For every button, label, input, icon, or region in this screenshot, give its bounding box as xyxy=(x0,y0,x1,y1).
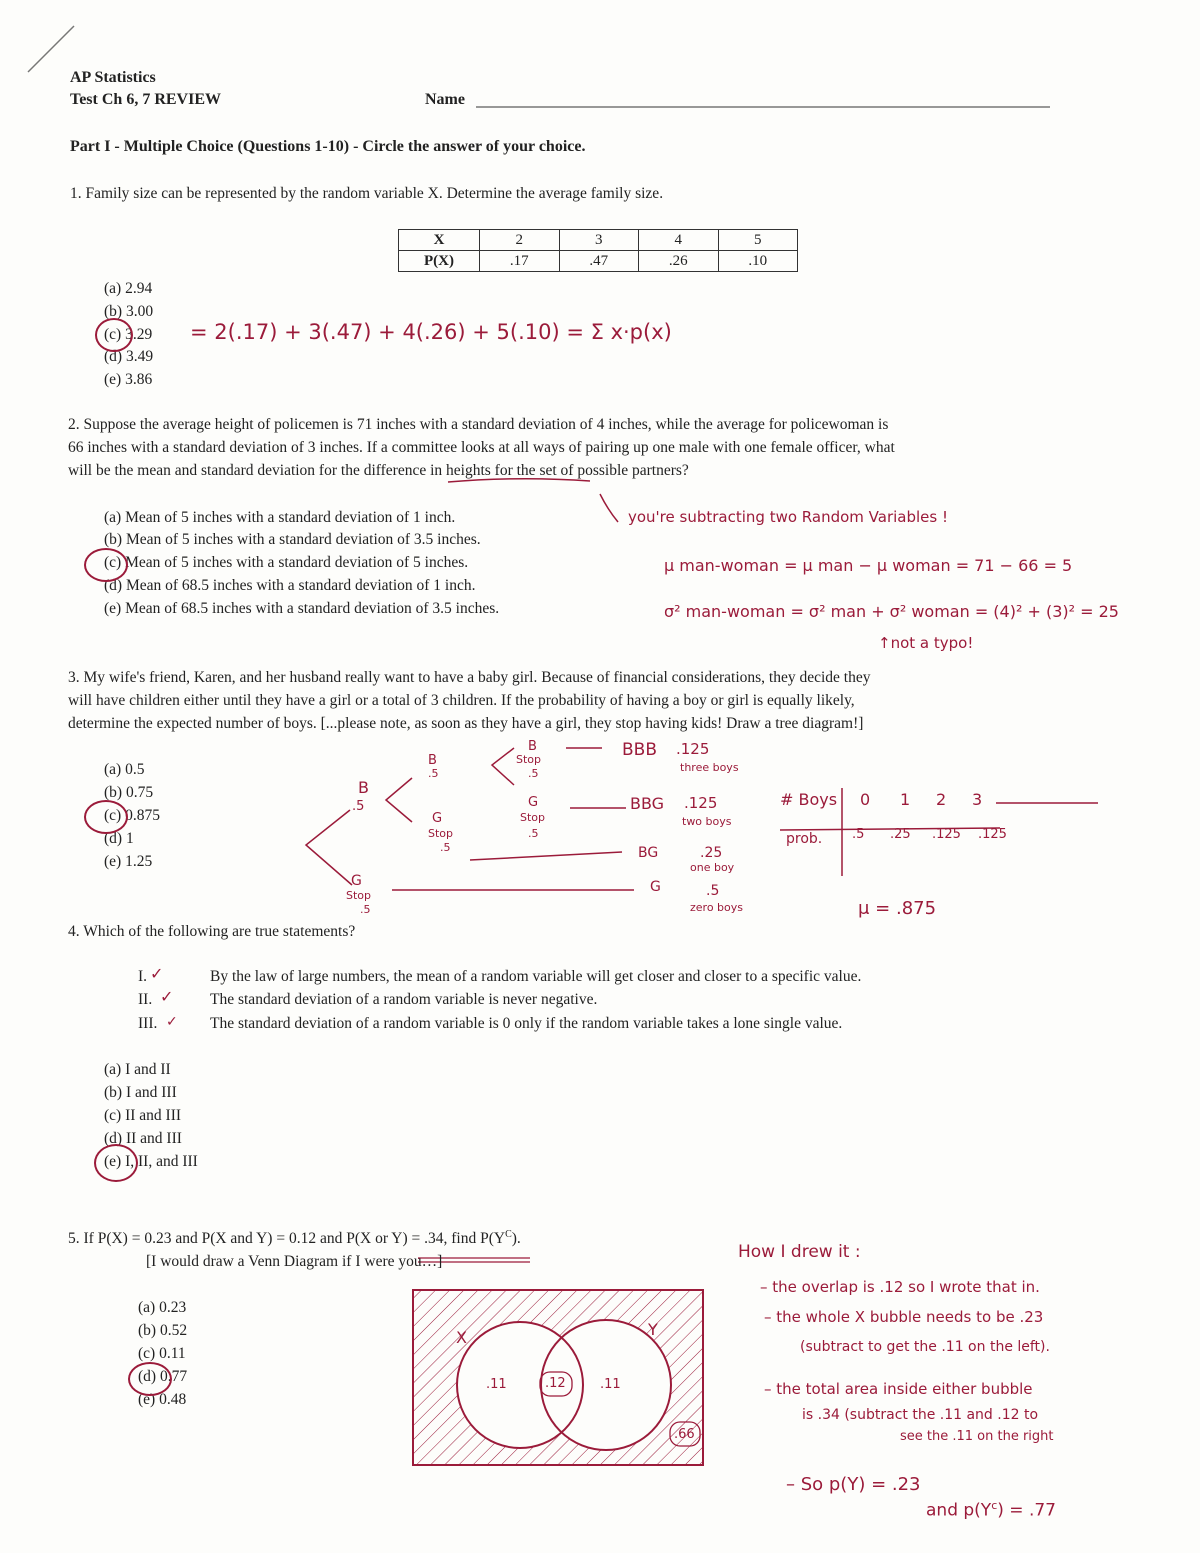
q2-hand-mean: μ man-woman = μ man − μ woman = 71 − 66 = 5 xyxy=(664,556,1073,575)
q5-hand-line-5: is .34 (subtract the .11 and .12 to xyxy=(802,1407,1039,1423)
q1-choice-c[interactable]: (c) 3.29 xyxy=(104,326,153,343)
q3-choice-d[interactable]: (d) 1 xyxy=(104,830,134,847)
check-icon: ✓ xyxy=(166,1014,178,1030)
venn-label-y: Y xyxy=(648,1320,658,1339)
q1-choice-d[interactable]: (d) 3.49 xyxy=(104,348,154,365)
q4-choice-a[interactable]: (a) I and II xyxy=(104,1061,171,1078)
outcome-bg: BG xyxy=(638,845,659,861)
table-row: X 2 3 4 5 xyxy=(399,230,798,251)
q1-choice-b[interactable]: (b) 3.00 xyxy=(104,303,154,320)
q4-statement-2: The standard deviation of a random variable is never negative. xyxy=(210,991,598,1008)
outcome-g-prob: .5 xyxy=(706,883,720,899)
q5-hand-line-6: see the .11 on the right xyxy=(900,1429,1054,1444)
q2-text-2: 66 inches with a standard deviation of 3 inches. If a committee looks at all ways of pairing up one male with one female officer, what xyxy=(68,439,895,456)
venn-left-value: .11 xyxy=(486,1377,507,1392)
dist-prob-2: .125 xyxy=(932,827,961,842)
outcome-bg-note: one boy xyxy=(690,861,735,874)
q5-choice-b[interactable]: (b) 0.52 xyxy=(138,1322,188,1339)
q4-statement-2-num: II. xyxy=(138,991,153,1008)
venn-right-value: .11 xyxy=(600,1377,621,1392)
table-row: P(X) .17 .47 .26 .10 xyxy=(399,251,798,272)
q2-text-3: will be the mean and standard deviation for the difference in heights for the set of possible partners? xyxy=(68,462,689,479)
q5-hand-line-8: and $p(Y^c) = .77$ xyxy=(926,1499,1056,1521)
q1-choice-e[interactable]: (e) 3.86 xyxy=(104,371,153,388)
q4-answer-circle xyxy=(94,1144,138,1182)
dist-boys-label: # Boys xyxy=(780,790,838,809)
q4-statement-1-num: I. xyxy=(138,968,148,985)
venn-overlap-value: .12 xyxy=(545,1376,566,1391)
tree-b3-prob: .5 xyxy=(528,767,539,780)
dist-boys-2: 2 xyxy=(936,790,947,809)
q5-answer-circle xyxy=(128,1362,172,1396)
dist-boys-0: 0 xyxy=(860,790,871,809)
outcome-bbg-prob: .125 xyxy=(684,794,718,812)
q4-statement-3-num: III. xyxy=(138,1015,158,1032)
tree-b2: B xyxy=(428,753,437,768)
q2-choice-a[interactable]: (a) Mean of 5 inches with a standard deviation of 1 inch. xyxy=(104,509,456,526)
q3-text-3: determine the expected number of boys. [...please note, as soon as they have a girl, they stop having kids! Draw a tree diagram!] xyxy=(68,715,864,732)
q3-choice-c[interactable]: (c) 0.875 xyxy=(104,807,160,824)
tree-b1: B xyxy=(358,778,369,797)
q5-hand-line-2: – the whole X bubble needs to be .23 xyxy=(764,1308,1044,1326)
q3-choice-a[interactable]: (a) 0.5 xyxy=(104,761,145,778)
tree-g2: G xyxy=(432,811,443,826)
tree-b1-prob: .5 xyxy=(352,799,365,814)
q1-hand-work: = 2(.17) + 3(.47) + 4(.26) + 5(.10) = Σ x·p(x) xyxy=(190,320,672,344)
tree-g3-stop: Stop xyxy=(520,811,546,824)
outcome-bbg: BBG xyxy=(630,794,665,813)
outcome-bbb: BBB xyxy=(622,740,657,760)
q2-choice-c[interactable]: (c) Mean of 5 inches with a standard deviation of 5 inches. xyxy=(104,554,469,571)
outcome-g: G xyxy=(650,879,661,895)
q4-text: 4. Which of the following are true statements? xyxy=(68,923,356,940)
q3-answer-circle xyxy=(84,800,128,834)
q2-text-1: 2. Suppose the average height of policemen is 71 inches with a standard deviation of 4 inches, while the average for policewoman is xyxy=(68,416,889,433)
q4-choice-c[interactable]: (c) II and III xyxy=(104,1107,182,1124)
tree-b3-stop: Stop xyxy=(516,753,542,766)
check-icon: ✓ xyxy=(150,964,164,983)
dist-prob-label: prob. xyxy=(786,831,823,847)
venn-label-x: X xyxy=(456,1328,467,1347)
q2-choice-b[interactable]: (b) Mean of 5 inches with a standard deviation of 3.5 inches. xyxy=(104,531,481,548)
q4-choice-e[interactable]: (e) I, II, and III xyxy=(104,1153,198,1170)
q5-choice-c[interactable]: (c) 0.11 xyxy=(138,1345,186,1362)
tree-g3: G xyxy=(528,795,539,810)
q5-hand-line-1: – the overlap is .12 so I wrote that in. xyxy=(760,1278,1040,1296)
q2-choice-e[interactable]: (e) Mean of 68.5 inches with a standard deviation of 3.5 inches. xyxy=(104,600,500,617)
q2-hand-variance: σ² man-woman = σ² man + σ² woman = (4)² + (3)² = 25 xyxy=(664,602,1119,621)
tree-g1-prob: .5 xyxy=(360,903,371,916)
q1-choice-a[interactable]: (a) 2.94 xyxy=(104,280,153,297)
outcome-bbb-note: three boys xyxy=(680,761,739,774)
q5-hand-line-7: – So p(Y) = .23 xyxy=(786,1474,921,1495)
q2-hand-typo-note: ↑not a typo! xyxy=(878,634,974,652)
outcome-bbg-note: two boys xyxy=(682,815,732,828)
q4-statement-3: The standard deviation of a random variable is 0 only if the random variable takes a lone single value. xyxy=(210,1015,843,1032)
q1-text: 1. Family size can be represented by the random variable X. Determine the average family size. xyxy=(70,185,664,202)
q4-statement-1: By the law of large numbers, the mean of a random variable will get closer and closer to a specific value. xyxy=(210,968,862,985)
tree-b3: B xyxy=(528,739,537,754)
q5-hand-line-3: (subtract to get the .11 on the left). xyxy=(800,1339,1050,1355)
dist-prob-0: .5 xyxy=(852,827,865,842)
q3-choice-e[interactable]: (e) 1.25 xyxy=(104,853,153,870)
tree-g2-prob: .5 xyxy=(440,841,451,854)
q4-choice-b[interactable]: (b) I and III xyxy=(104,1084,177,1101)
part1-heading: Part I - Multiple Choice (Questions 1-10) - Circle the answer of your choice. xyxy=(70,138,586,155)
q3-text-2: will have children either until they have a girl or a total of 3 children. If the probability of having a boy or girl is equally likely, xyxy=(68,692,855,709)
outcome-g-note: zero boys xyxy=(690,901,744,914)
q5-hand-title: How I drew it : xyxy=(738,1242,861,1262)
venn-outside-value: .66 xyxy=(674,1427,695,1442)
q5-text-1: 5. If P(X) = 0.23 and P(X and Y) = 0.12 and P(X or Y) = .34, find $P(Y^C)$. xyxy=(68,1229,521,1248)
tree-b2-prob: .5 xyxy=(428,767,439,780)
test-title: Test Ch 6, 7 REVIEW xyxy=(70,91,221,108)
q5-choice-a[interactable]: (a) 0.23 xyxy=(138,1299,187,1316)
q1-probability-table xyxy=(398,229,798,272)
q5-choice-e[interactable]: (e) 0.48 xyxy=(138,1391,187,1408)
q2-hand-note: you're subtracting two Random Variables ! xyxy=(628,508,948,526)
dist-boys-3: 3 xyxy=(972,790,983,809)
tree-g1: G xyxy=(351,873,362,889)
dist-prob-3: .125 xyxy=(978,827,1007,842)
q3-text-1: 3. My wife's friend, Karen, and her husband really want to have a baby girl. Because of financial considerations, they decide they xyxy=(68,669,871,686)
name-label: Name xyxy=(425,91,465,108)
dist-boys-1: 1 xyxy=(900,790,911,809)
check-icon: ✓ xyxy=(160,987,174,1006)
outcome-bbb-prob: .125 xyxy=(676,740,710,758)
q5-choice-d[interactable]: (d) 0.77 xyxy=(138,1368,188,1385)
course-title: AP Statistics xyxy=(70,69,156,86)
tree-g3-prob: .5 xyxy=(528,827,539,840)
q4-choice-d[interactable]: (d) II and III xyxy=(104,1130,182,1147)
dist-prob-1: .25 xyxy=(890,827,911,842)
tree-g2-stop: Stop xyxy=(428,827,454,840)
q3-choice-b[interactable]: (b) 0.75 xyxy=(104,784,154,801)
q2-choice-d[interactable]: (d) Mean of 68.5 inches with a standard deviation of 1 inch. xyxy=(104,577,476,594)
tree-g1-stop: Stop xyxy=(346,889,372,902)
q5-text-2: [I would draw a Venn Diagram if I were you…] xyxy=(146,1253,443,1270)
q3-expected-value: μ = .875 xyxy=(858,898,937,919)
q1-answer-circle xyxy=(95,318,133,352)
q5-hand-line-4: – the total area inside either bubble xyxy=(764,1380,1033,1398)
q2-answer-circle xyxy=(84,548,128,582)
outcome-bg-prob: .25 xyxy=(700,845,723,861)
